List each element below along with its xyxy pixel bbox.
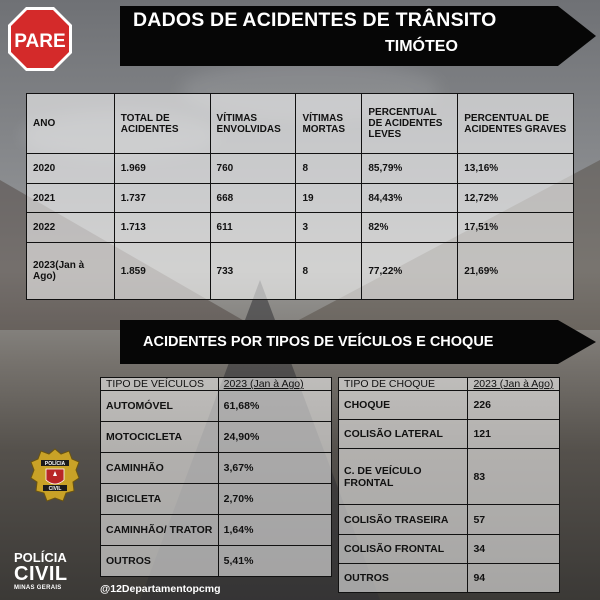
- table-cell: 85,79%: [362, 154, 458, 184]
- table-row: [101, 422, 332, 453]
- table-header-row: [27, 94, 574, 154]
- table-cell: 24,90%: [218, 422, 331, 453]
- collision-type-table: [338, 377, 560, 593]
- table-row: [27, 154, 574, 184]
- table-row: [27, 243, 574, 300]
- table-cell: CAMINHÃO: [101, 453, 219, 484]
- table-header-cell: 2023 (Jan à Ago): [468, 378, 560, 391]
- table-row: [101, 453, 332, 484]
- badge-top-text: POLÍCIA: [44, 461, 66, 467]
- table-cell: 2020: [27, 154, 115, 184]
- table-cell: 2022: [27, 213, 115, 243]
- table-cell: 19: [296, 183, 362, 213]
- table-cell: CAMINHÃO/ TRATOR: [101, 515, 219, 546]
- table-cell: BICICLETA: [101, 484, 219, 515]
- police-badge-icon: [30, 448, 80, 512]
- logo-line: CIVIL: [14, 563, 68, 585]
- table-cell: 1,64%: [218, 515, 331, 546]
- table-cell: 668: [210, 183, 296, 213]
- page-title: DADOS DE ACIDENTES DE TRÂNSITO: [133, 9, 497, 31]
- table-row: [339, 505, 560, 534]
- vehicle-type-table: [100, 377, 332, 577]
- table-header-cell: TIPO DE CHOQUE: [339, 378, 468, 391]
- table-cell: AUTOMÓVEL: [101, 391, 219, 422]
- table-cell: 94: [468, 563, 560, 592]
- table-cell: COLISÃO FRONTAL: [339, 534, 468, 563]
- badge-bottom-text: CIVIL: [48, 486, 62, 492]
- table-cell: 12,72%: [458, 183, 574, 213]
- section-title: ACIDENTES POR TIPOS DE VEÍCULOS E CHOQUE: [143, 334, 494, 350]
- table-header-cell: PERCENTUAL DE ACIDENTES GRAVES: [458, 94, 574, 154]
- table-cell: 121: [468, 420, 560, 449]
- table-cell: 13,16%: [458, 154, 574, 184]
- stop-sign-icon: [7, 6, 73, 72]
- table-row: [339, 449, 560, 505]
- table-header-row: [339, 378, 560, 391]
- table-header-cell: TOTAL DE ACIDENTES: [114, 94, 210, 154]
- city-name: TIMÓTEO: [385, 38, 458, 55]
- table-cell: COLISÃO LATERAL: [339, 420, 468, 449]
- logo-line: MINAS GERAIS: [14, 585, 62, 591]
- table-row: [101, 484, 332, 515]
- table-row: [27, 213, 574, 243]
- table-cell: 2,70%: [218, 484, 331, 515]
- table-cell: MOTOCICLETA: [101, 422, 219, 453]
- table-cell: 77,22%: [362, 243, 458, 300]
- table-header-cell: VÍTIMAS ENVOLVIDAS: [210, 94, 296, 154]
- table-row: [339, 391, 560, 420]
- table-row: [339, 420, 560, 449]
- stop-sign-text: PARE: [14, 31, 66, 52]
- table-row: [339, 563, 560, 592]
- table-cell: 21,69%: [458, 243, 574, 300]
- table-cell: 84,43%: [362, 183, 458, 213]
- table-row: [101, 515, 332, 546]
- table-header-cell: ANO: [27, 94, 115, 154]
- table-cell: 17,51%: [458, 213, 574, 243]
- table-cell: 82%: [362, 213, 458, 243]
- table-header-cell: TIPO DE VEÍCULOS: [101, 378, 219, 391]
- table-header-cell: VÍTIMAS MORTAS: [296, 94, 362, 154]
- table-cell: 2023(Jan à Ago): [27, 243, 115, 300]
- table-cell: 34: [468, 534, 560, 563]
- table-cell: 3,67%: [218, 453, 331, 484]
- table-cell: 1.969: [114, 154, 210, 184]
- table-cell: 8: [296, 154, 362, 184]
- table-header-row: [101, 378, 332, 391]
- table-cell: CHOQUE: [339, 391, 468, 420]
- table-row: [101, 546, 332, 577]
- table-row: [339, 534, 560, 563]
- table-cell: 5,41%: [218, 546, 331, 577]
- table-header-cell: PERCENTUAL DE ACIDENTES LEVES: [362, 94, 458, 154]
- logo-line: POLÍCIA: [14, 550, 67, 565]
- table-cell: 760: [210, 154, 296, 184]
- table-header-cell: 2023 (Jan à Ago): [218, 378, 331, 391]
- table-cell: C. DE VEÍCULO FRONTAL: [339, 449, 468, 505]
- table-row: [101, 391, 332, 422]
- table-cell: 1.713: [114, 213, 210, 243]
- table-cell: 83: [468, 449, 560, 505]
- table-cell: 611: [210, 213, 296, 243]
- table-cell: 61,68%: [218, 391, 331, 422]
- accident-stats-table: [26, 93, 574, 300]
- table-cell: 1.737: [114, 183, 210, 213]
- table-cell: 57: [468, 505, 560, 534]
- table-cell: 3: [296, 213, 362, 243]
- table-cell: 2021: [27, 183, 115, 213]
- social-handle: @12Departamentopcmg: [100, 583, 221, 595]
- table-cell: 8: [296, 243, 362, 300]
- table-cell: COLISÃO TRASEIRA: [339, 505, 468, 534]
- table-cell: 226: [468, 391, 560, 420]
- table-cell: OUTROS: [339, 563, 468, 592]
- policia-civil-logo: [14, 551, 68, 591]
- table-row: [27, 183, 574, 213]
- table-cell: OUTROS: [101, 546, 219, 577]
- table-cell: 733: [210, 243, 296, 300]
- table-cell: 1.859: [114, 243, 210, 300]
